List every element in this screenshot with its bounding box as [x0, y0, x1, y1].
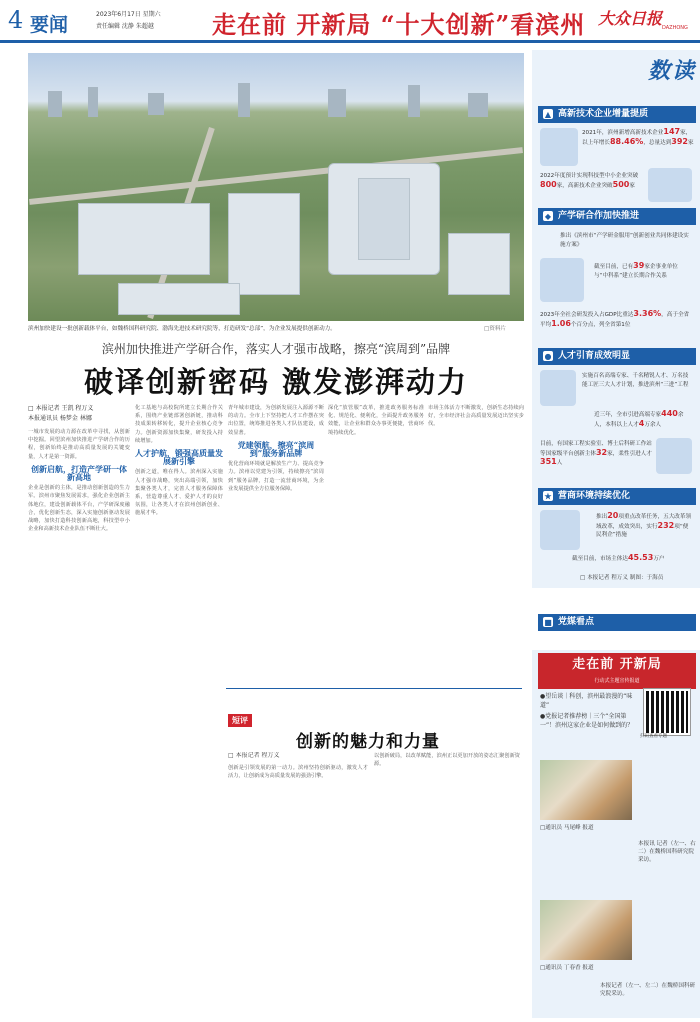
handshake-icon: ◆ [544, 210, 552, 221]
qr-code[interactable] [644, 689, 690, 735]
stat-hightech-2021: 2021年，滨州新增高新技术企业147家，以上年增长88.46%，总量达到392家 [582, 127, 694, 146]
rocket-icon [540, 258, 584, 302]
byline-reporters: □ 本报记者 王凯 程万义 [28, 405, 94, 412]
sidebar-credit: □ 本报记者 程万义 制图：于海员 [580, 575, 664, 581]
bar-chart-icon [540, 128, 578, 166]
city-icon [540, 510, 580, 550]
link-article-2[interactable]: ●党报记者推荐榜｜三个“全国第一”！滨州这家企业是如何做到的？ [540, 713, 634, 729]
article-subhead: 滨州加快推进产学研合作，落实人才强市战略，擦亮“滨周到”品牌 [101, 342, 451, 356]
article-headline: 破译创新密码 激发澎湃动力 [83, 365, 469, 399]
photo-credit: □资料片 [484, 326, 507, 332]
stat-market-entities: 截至目前，市场主体达45.53万户 [572, 553, 665, 562]
byline-correspondents: 本报通讯员 杨梦金 林娜 [28, 415, 92, 422]
building-icon [648, 168, 692, 202]
interview-photo-2-caption: 本报记者（左一、左二）在魏桥国科研究院采访。 [600, 983, 696, 997]
data-sidebar-banner: 数读 [647, 58, 696, 84]
stat-talent-platforms: 目前，有国家工程实验室、博士后科研工作站等国家级平台创新主体32家，柔性引进人才351人 [540, 441, 652, 467]
aerial-photo [28, 53, 524, 321]
person-icon: ● [544, 350, 552, 361]
interview-photo-1-credit: □通讯员 马尾峰 报道 [540, 825, 594, 831]
short-commentary-body-2: 以创新破局，以改革赋能，滨州正以更加开放的姿态汇聚创新资源。 [374, 753, 520, 768]
body-column-1: 一城市发展的动力源在改革中寻找，从创新中挖掘。回望滨州加快推进产学研合作的历程，创新始终是推动高质量发展的关键变量，人才是第一资源。 创新启航，打造产学研一体新高地 企业是创新的主体，是推动创新创造的生力军。滨州市聚焦发展需求，强化企业创新主体地位，建设创新载体平台，产学研深度融合，优化创新生态，深入实施创新驱动发展战略，加快打造科技创新高地，科技型中小企业和高新技术企业队伍不断壮大。 [28, 429, 130, 533]
short-commentary-byline: □ 本报记者 程万义 [228, 752, 280, 759]
section-heading-2: 人才护航，锻强高质量发展新引擎 [135, 448, 223, 467]
sidebar-heading-talent: ● 人才引育成效明显 [538, 348, 696, 365]
medal-icon [656, 438, 692, 474]
stat-talent-introduced: 近三年，全市引进高端专家440余人，本科以上人才4万余人 [594, 409, 684, 428]
sidebar-heading-party-media: ■ 党媒看点 [538, 614, 696, 631]
theme-quote: “十大创新”看滨州 [380, 10, 586, 39]
body-column-2: 化工基地与高校院所建立长期合作关系，围绕产业链部署创新链，推动科技成果转移转化，提升企业核心竞争力。创新资源加快集聚，研发投入持续增加。 人才护航，锻强高质量发展新引擎 创新之道，唯在得人。滨州深入实施人才强市战略，突出高端引领，加快集聚各类人才，完善人才服务保障体系，营造尊重人才、爱护人才的良好氛围，让各类人才在滨州创新创业、施展才华。 [135, 405, 223, 517]
stat-cooperation-orgs: 截至目前，已有39家企事业单位与“中科系”建立长期合作关系 [594, 261, 678, 279]
section-heading-3: 党建领航，擦亮“滨周到”服务新品牌 [237, 439, 315, 459]
masthead-rule [0, 40, 700, 43]
page-theme-title [212, 5, 585, 40]
short-commentary-title: 创新的魅力和力量 [296, 732, 440, 752]
article-byline [28, 404, 138, 424]
stat-rd-investment: 2023年全社会研发投入占GDP比重达3.36%，高于全省平均1.06个百分点，列全省第1位 [540, 309, 690, 328]
qr-code-caption: 扫码查看专题 [640, 734, 667, 739]
section-heading-1: 创新启航，打造产学研一体新高地 [31, 463, 127, 483]
body-column-4: 深化“放管服”改革，推进政务服务标准化、规范化、便利化，全面提升政务服务效能，让企业和群众办事更便捷，营商环境持续优化。 [328, 405, 424, 436]
star-icon: ★ [544, 490, 552, 501]
section-name: 要闻 [30, 14, 69, 36]
interview-photo-2 [540, 900, 632, 960]
short-commentary-rule [226, 688, 522, 689]
stat-cooperation-plan: 推出《滨州市“产学研金服用”创新创业共同体建设实施方案》 [560, 233, 689, 248]
news-icon: ■ [544, 616, 552, 627]
interview-photo-1-caption: 本报讯 记者（左一、右二）在魏桥国科研究院采访。 [638, 841, 696, 863]
chart-icon: ▲ [544, 108, 552, 119]
sidebar-heading-hightech: ▲ 高新技术企业增量提质 [538, 106, 696, 123]
photo-caption: 滨州加快建设一批创新载体平台，如魏桥国科研究院、渤海先进技术研究院等，打造研发“总部”，为企业发展提供创新动力。 [28, 326, 336, 332]
body-column-3: 青年城市建设，为创新发展注入源源不断的动力。全市上下坚持把人才工作摆在突出位置，统筹推进各类人才队伍建设，成效显著。 党建领航，擦亮“滨周到”服务新品牌 优化营商环境就是解放生产力、提高竞争力。滨州以党建为引领，持续擦亮“滨周到”服务品牌，打造一流营商环境，为企业发展提供全方位服务保障。 [228, 405, 324, 492]
body-column-5: 市场主体活力不断激发，创新生态持续向好，全市经济社会高质量发展迈出坚实步伐。 [428, 405, 524, 428]
sidebar-heading-business: ★ 营商环境持续优化 [538, 488, 696, 505]
issue-date: 2023年6月17日 星期六 [96, 11, 161, 18]
theme-red: 走在前 开新局 [212, 10, 372, 39]
page-number: 4 [8, 6, 24, 34]
people-icon [540, 370, 576, 406]
short-commentary-body-1: 创新是引领发展的第一动力。滨州坚持创新驱动，激发人才活力，让创新成为高质量发展的强劲引擎。 [228, 765, 368, 780]
campaign-banner: 走在前 开新局 行动式主题宣传报道 [538, 653, 696, 689]
short-commentary-tag: 短评 [228, 714, 252, 727]
newspaper-logo: 大众日报 [598, 9, 663, 28]
stat-talent-plan: 实施百名高端专家、千名精锐人才、万名技能工匠三大人才计划，推进滨州“三进”工程 [582, 373, 689, 388]
stat-reform-tasks: 推出20项重点改革任务，五大改革领域改革，成效突出，实行232项“便民利企”措施 [596, 511, 692, 539]
editors: 责任编辑 沈静 朱超越 [96, 23, 154, 30]
stat-hightech-2022: 2022年度预计实现科技型中小企业突破800家，高新技术企业突破500家 [540, 173, 639, 189]
newspaper-logo-sub: DAZHONG [662, 25, 688, 31]
sidebar-heading-cooperation: ◆ 产学研合作加快推进 [538, 208, 696, 225]
interview-photo-2-credit: □通讯员 丁春香 报道 [540, 965, 594, 971]
link-article-1[interactable]: ●望岳谈｜科创，滨州最浪漫的“味道” [540, 693, 633, 709]
interview-photo-1 [540, 760, 632, 820]
